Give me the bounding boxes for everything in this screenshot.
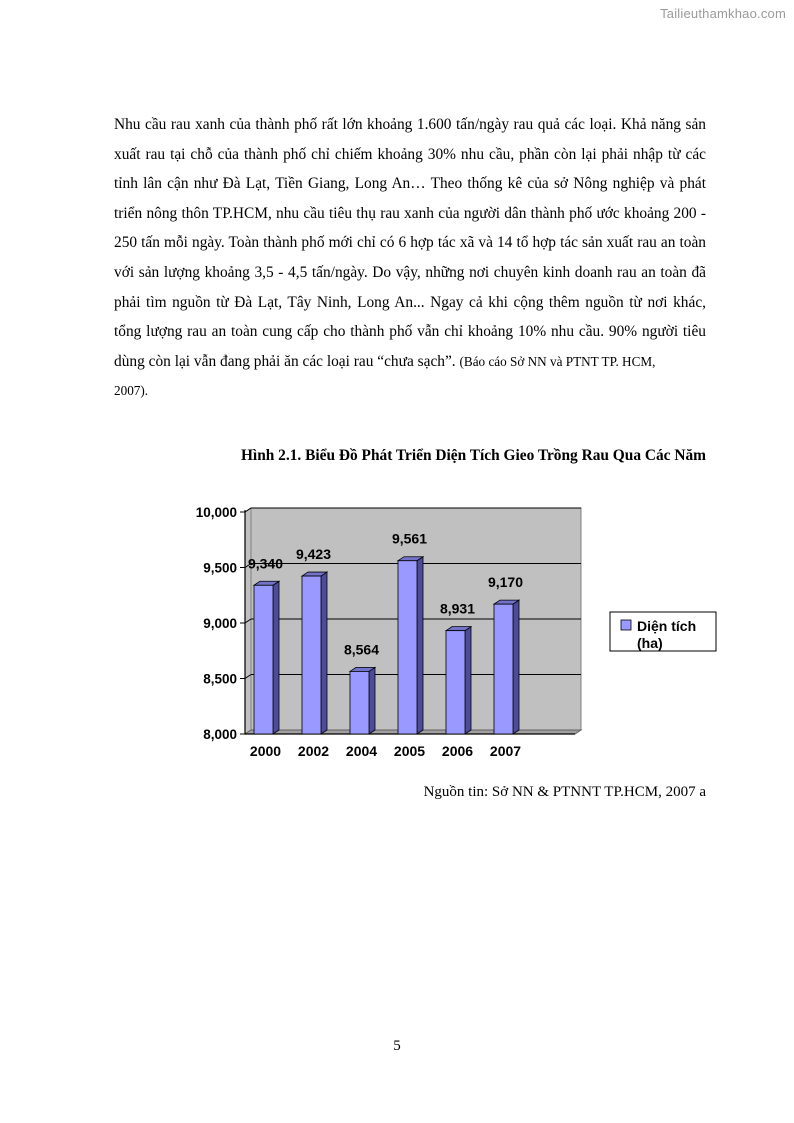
y-tick-label: 8,000 [203, 727, 237, 742]
citation-year: 2007). [114, 383, 149, 399]
bar [398, 561, 417, 734]
bar-side [369, 667, 375, 734]
data-label: 8,931 [439, 600, 476, 617]
y-tick-label: 10,000 [195, 505, 237, 520]
bar [254, 585, 273, 734]
legend-label-unit: (ha) [637, 635, 663, 651]
bar [302, 576, 321, 734]
bar-side [465, 627, 471, 734]
data-label: 9,170 [487, 574, 524, 591]
data-label: 9,340 [247, 555, 284, 572]
figure-title: Hình 2.1. Biểu Đồ Phát Triển Diện Tích Gieo Trồng Rau Qua Các Năm [240, 447, 706, 464]
x-tick-label: 2007 [489, 743, 522, 759]
bar [494, 604, 513, 734]
page-number: 5 [393, 1038, 401, 1054]
watermark: Tailieuthamkhao.com [660, 6, 786, 21]
bar [446, 631, 465, 734]
bar-side [273, 581, 279, 734]
y-tick-label: 8,500 [203, 671, 237, 687]
x-tick-label: 2000 [249, 743, 282, 759]
x-tick-label: 2005 [393, 743, 426, 759]
data-label: 8,564 [343, 641, 380, 658]
bar [350, 671, 369, 734]
y-tick-label: 9,500 [203, 560, 237, 576]
legend-swatch [621, 620, 631, 630]
data-label: 9,423 [295, 546, 332, 563]
body-text: Nhu cầu rau xanh của thành phố rất lớn khoảng 1.600 tấn/ngày rau quả các loại. Khả năng sản xuất rau tại chỗ của thành phố chỉ chiếm khoảng 30% nhu cầu, phần còn lại phải nhập từ các tỉnh lân cận như Đà Lạt, Tiền Giang, Long An… Theo thống kê của sở Nông nghiệp và phát triển nông thôn TP.HCM, nhu cầu tiêu thụ rau xanh của người dân thành phố ước khoảng 200 - 250 tấn mỗi ngày. Toàn thành phố mới chỉ có 6 hợp tác xã và 14 tổ hợp tác sản xuất rau an toàn với sản lượng khoảng 3,5 - 4,5 tấn/ngày. Do vậy, những nơi chuyên kinh doanh rau an toàn đã phải tìm nguồn từ Đà Lạt, Tây Ninh, Long An... Ngay cả khi cộng thêm nguồn từ nơi khác, tổng lượng rau an toàn cung cấp cho thành phố vẫn chỉ khoảng 10% nhu cầu. 90% người tiêu dùng còn lại vẫn đang phải ăn các loại rau “chưa sạch”. [114, 116, 706, 370]
bar-side [417, 557, 423, 734]
bar-side [321, 572, 327, 734]
citation-text: (Báo cáo Sở NN và PTNT TP. HCM, [459, 353, 656, 369]
legend-label: Diện tích [637, 618, 697, 634]
bar-side [513, 600, 519, 734]
x-tick-label: 2002 [297, 743, 330, 759]
x-tick-label: 2006 [441, 743, 474, 759]
data-label: 9,561 [391, 530, 428, 547]
figure-source: Nguồn tin: Sở NN & PTNNT TP.HCM, 2007 a [423, 784, 706, 800]
y-tick-label: 9,000 [203, 616, 237, 631]
x-tick-label: 2004 [345, 743, 378, 759]
